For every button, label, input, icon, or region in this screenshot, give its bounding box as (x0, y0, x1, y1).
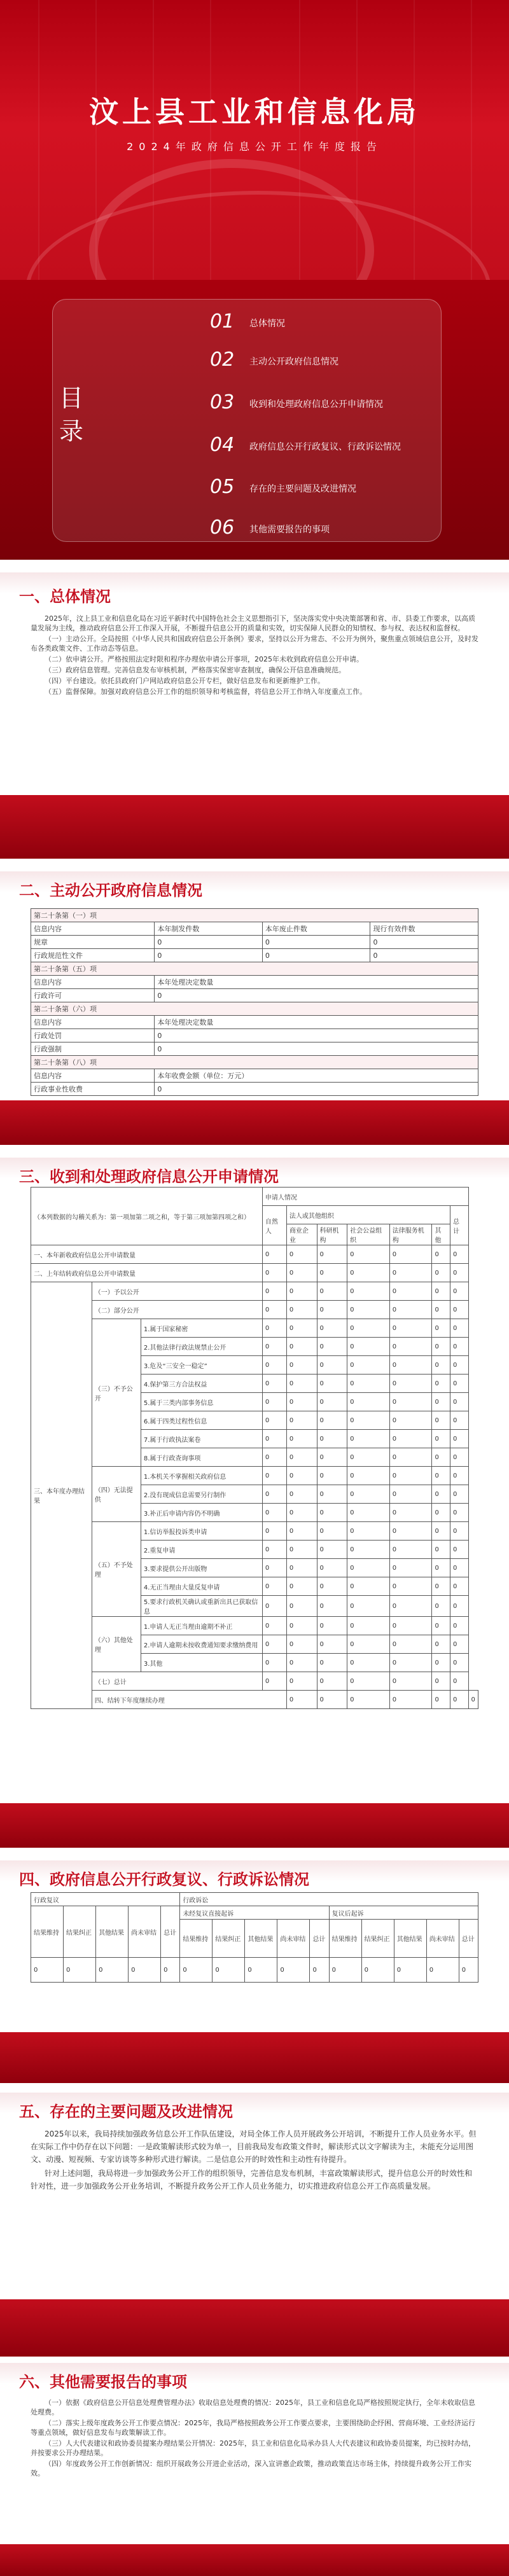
row-label: 3.危及“三安全一稳定” (141, 1356, 262, 1375)
cell-value: 0 (347, 1301, 390, 1319)
cell-value: 0 (262, 1504, 286, 1522)
cell-value: 0 (389, 1393, 432, 1411)
table-row (31, 1245, 478, 1264)
cell-value: 0 (317, 1245, 347, 1264)
cell-value: 0 (262, 1393, 286, 1411)
cell-value: 0 (389, 1301, 432, 1319)
cell-value: 0 (432, 1245, 450, 1264)
cell-value: 0 (329, 1958, 361, 1983)
cell-value: 0 (432, 1411, 450, 1430)
cell-value: 0 (286, 1654, 317, 1672)
cell-value: 0 (347, 1522, 390, 1541)
cell-value: 0 (317, 1672, 347, 1691)
cell-value: 0 (317, 1282, 347, 1301)
table-row (31, 1282, 478, 1301)
cell-value: 0 (389, 1504, 432, 1522)
cell-value: 0 (347, 1356, 390, 1375)
section-5-body: 2025年以来，我局持续加强政务信息公开工作队伍建设，对局全体工作人员开展政务公开培训，不断提升工作人员业务水平。但在实际工作中仍存在以下问题：一是政策解读形式较为单一，目前我局发布政策文件时，解读形式以文字解读为主，未能充分运用图文、动漫、短视频、专家访谈等多种形式进行解读。二是信息公开的时效性和主动性有待提升。 针对上述问题，我局将进一步加强政务公开工作的组织领导，完善信息发布机制，丰富政策解读形式，提升信息公开的时效性和针对性，进一步加强政务公开业务培训，不断提升政务公开工作人员业务能力，切实推进政府信息公开工作高质量发展。 (31, 2129, 477, 2191)
cell-value: 0 (459, 1958, 478, 1983)
cell-value: 0 (432, 1672, 450, 1691)
cell-value: 0 (389, 1559, 432, 1577)
toc-item[interactable]: 06 其他需要报告的事项 (210, 516, 330, 539)
cell-value: 0 (317, 1541, 347, 1559)
cell-value: 0 (347, 1448, 390, 1467)
cell-value: 0 (389, 1577, 432, 1596)
cell-value: 0 (180, 1958, 213, 1983)
row-group: 三、本年度办理结果 (31, 1282, 92, 1709)
public-info-table: 第二十条第（一）项 信息内容 本年制发件数 本年废止件数 现行有效件数 规章 0 0 0 行政规范性文件 0 0 0 第二十条第（五）项 信息内容 本年处理决定数量 行政许可 0 第二十条第（六）项 信息内容 本年处理决定数量 行政处罚 0 行政强制 0 第二十条第（八）项 信息内容 本年收费金额（单位：万元） 行政事业性收费 0 (31, 908, 478, 1096)
row-label: 6.属于四类过程性信息 (141, 1411, 262, 1430)
cell-value: 0 (389, 1245, 432, 1264)
report-title: 汶上县工业和信息化局 (89, 95, 420, 129)
table-row (31, 1958, 478, 1983)
cell-value: 0 (432, 1504, 450, 1522)
cell-value: 0 (432, 1635, 450, 1654)
cell-value: 0 (450, 1577, 469, 1596)
cell-value: 0 (450, 1467, 469, 1485)
cell-value: 0 (347, 1596, 390, 1617)
cell-value: 0 (432, 1577, 450, 1596)
cell-value: 0 (317, 1467, 347, 1485)
cell-value: 0 (286, 1504, 317, 1522)
row-label: 1.申请人无正当理由逾期不补正 (141, 1617, 262, 1635)
cell-value: 0 (389, 1654, 432, 1672)
cell-value: 0 (347, 1504, 390, 1522)
cell-value: 0 (317, 1522, 347, 1541)
cell-value: 0 (468, 1691, 478, 1709)
cell-value: 0 (389, 1467, 432, 1485)
cell-value: 0 (432, 1541, 450, 1559)
row-label: 7.属于行政执法案卷 (141, 1430, 262, 1448)
cell-value: 0 (389, 1430, 432, 1448)
toc-item[interactable]: 03 收到和处理政府信息公开申请情况 (210, 391, 383, 413)
cell-value: 0 (347, 1691, 390, 1709)
cell-value: 0 (450, 1282, 469, 1301)
cell-value: 0 (286, 1301, 317, 1319)
cell-value: 0 (389, 1617, 432, 1635)
toc-item[interactable]: 04 政府信息公开行政复议、行政诉讼情况 (210, 434, 401, 456)
table-row (31, 1301, 478, 1319)
cell-value: 0 (347, 1541, 390, 1559)
cell-value: 0 (286, 1264, 317, 1282)
row-label: 8.属于行政查询事项 (141, 1448, 262, 1467)
cell-value: 0 (432, 1596, 450, 1617)
cell-value: 0 (286, 1319, 317, 1338)
cell-value: 0 (361, 1958, 394, 1983)
cell-value: 0 (432, 1559, 450, 1577)
cell-value: 0 (450, 1541, 469, 1559)
cell-value: 0 (317, 1375, 347, 1393)
cell-value: 0 (286, 1411, 317, 1430)
cell-value: 0 (317, 1654, 347, 1672)
cell-value: 0 (317, 1596, 347, 1617)
cell-value: 0 (432, 1393, 450, 1411)
cell-value: 0 (286, 1282, 317, 1301)
row-label: 二、上年结转政府信息公开申请数量 (31, 1264, 263, 1282)
cell-value: 0 (317, 1338, 347, 1356)
cell-value: 0 (317, 1691, 347, 1709)
section-5-title: 五、存在的主要问题及改进情况 (19, 2103, 233, 2121)
cell-value: 0 (432, 1522, 450, 1541)
cell-value: 0 (450, 1654, 469, 1672)
row-label: 1.本机关不掌握相关政府信息 (141, 1467, 262, 1485)
cell-value: 0 (286, 1448, 317, 1467)
application-table: （本列数据的勾稽关系为：第一项加第二项之和，等于第三项加第四项之和） 申请人情况 自然人 法人或其他组织 总计 商业企业 科研机构 社会公益组织 法律服务机构 其他 一、本年新收政府信息公开申请数量 0 0 0 0 0 0 0 二、上年结转政府信息公开申请数量 0 0 0 0 0 0 0 三、本年度办理结果 （一）予以公开 0 0 0 0 0 0 0 （二）部分公开 0 0 0 0 0 0 0 （三）不予公开 1.属于国家秘密 0 0 0 0 0 0 0 2.其他法律行政法规禁止公开 0 0 0 0 0 0 0 3.危及“三安全一稳定” 0 0 0 0 0 0 0 4.保护第三方合法权益 0 0 0 0 0 0 0 5.属于三类内部事务信息 0 0 0 0 0 0 0 6.属于四类过程性信息 0 0 0 0 0 0 0 7.属于行政执法案卷 0 0 0 0 0 0 0 8.属于行政查询事项 0 0 0 0 0 0 0 （四）无法提供 1.本机关不掌握相关政府信息 0 0 0 0 0 0 0 2.没有现成信息需要另行制作 0 0 0 0 0 0 0 3.补正后申请内容仍不明确 0 0 0 0 0 0 0 （五）不予处理 1.信访举报投诉类申请 0 0 0 0 0 0 0 2.重复申请 0 0 0 0 0 0 0 3.要求提供公开出版物 0 0 0 0 0 0 0 4.无正当理由大量反复申请 0 0 0 0 0 0 0 5.要求行政机关确认或重新出具已获取信息 0 0 0 0 0 0 0 （六）其他处理 1.申请人无正当理由逾期不补正 0 0 0 0 0 0 0 2.申请人逾期未按收费通知要求缴纳费用 0 0 0 0 0 0 0 3.其他 0 0 0 0 0 0 0 （七）总计 0 0 0 0 0 0 0 四、结转下年度继续办理 0 0 0 0 0 0 0 (31, 1187, 478, 1709)
section-divider (0, 2299, 509, 2357)
row-label: 2.其他法律行政法规禁止公开 (141, 1338, 262, 1356)
cell-value: 0 (347, 1245, 390, 1264)
cell-value: 0 (317, 1485, 347, 1504)
cell-value: 0 (347, 1654, 390, 1672)
cell-value: 0 (432, 1430, 450, 1448)
section-divider (0, 1100, 509, 1145)
cell-value: 0 (347, 1467, 390, 1485)
cell-value: 0 (389, 1541, 432, 1559)
cell-value: 0 (31, 1958, 64, 1983)
cell-value: 0 (262, 1356, 286, 1375)
section-6-body: （一）依据《政府信息公开信息处理费管理办法》收取信息处理费的情况：2025年，县工业和信息化局严格按照规定执行，全年未收取信息处理费。 （二）落实上级年度政务公开工作要点情况：2025年，我局严格按照政务公开工作要点要求，主要围绕助企纾困、营商环境、工业经济运行等重点领域，做好信息发布与政策解读工作。 （三）人大代表建议和政协委员提案办理结果公开情况：2025年，县工业和信息化局承办县人大代表建议和政协委员提案，均已按时办结，并按要求公开办理结果。 （四）年度政务公开工作创新情况：组织开展政务公开进企业活动，深入宣讲惠企政策，推动政策直达市场主体，持续提升政务公开工作实效。 (31, 2399, 475, 2477)
cell-value: 0 (317, 1448, 347, 1467)
row-label: 4.无正当理由大量反复申请 (141, 1577, 262, 1596)
cell-value: 0 (450, 1301, 469, 1319)
cell-value: 0 (426, 1958, 459, 1983)
table-row (31, 1672, 478, 1691)
cell-value: 0 (389, 1338, 432, 1356)
toc-item[interactable]: 02 主动公开政府信息情况 (210, 349, 338, 371)
section-1-title: 一、总体情况 (19, 588, 111, 606)
row-label: 5.属于三类内部事务信息 (141, 1393, 262, 1411)
cell-value: 0 (129, 1958, 161, 1983)
cell-value: 0 (317, 1301, 347, 1319)
cell-value: 0 (347, 1559, 390, 1577)
table-row (31, 1264, 478, 1282)
cell-value: 0 (262, 1430, 286, 1448)
cell-value: 0 (389, 1375, 432, 1393)
cell-value: 0 (262, 1411, 286, 1430)
row-label: 3.补正后申请内容仍不明确 (141, 1504, 262, 1522)
cell-value: 0 (347, 1430, 390, 1448)
table-row (31, 1522, 478, 1541)
cell-value: 0 (317, 1393, 347, 1411)
row-label: 1.信访举报投诉类申请 (141, 1522, 262, 1541)
row-label: 一、本年新收政府信息公开申请数量 (31, 1245, 263, 1264)
cell-value: 0 (432, 1282, 450, 1301)
cell-value: 0 (262, 1635, 286, 1654)
cell-value: 0 (394, 1958, 426, 1983)
row-label: 3.其他 (141, 1654, 262, 1672)
cell-value: 0 (286, 1430, 317, 1448)
cell-value: 0 (310, 1958, 329, 1983)
cell-value: 0 (450, 1596, 469, 1617)
cell-value: 0 (432, 1654, 450, 1672)
cell-value: 0 (286, 1338, 317, 1356)
cell-value: 0 (286, 1375, 317, 1393)
cell-value: 0 (389, 1264, 432, 1282)
cell-value: 0 (450, 1430, 469, 1448)
cell-value: 0 (262, 1282, 286, 1301)
cell-value: 0 (286, 1356, 317, 1375)
cell-value: 0 (347, 1672, 390, 1691)
cell-value: 0 (432, 1319, 450, 1338)
cell-value: 0 (450, 1393, 469, 1411)
cell-value: 0 (262, 1338, 286, 1356)
hero-banner (0, 0, 509, 280)
section-3-title: 三、收到和处理政府信息公开申请情况 (19, 1168, 279, 1186)
cell-value: 0 (432, 1356, 450, 1375)
table-row (31, 1319, 478, 1338)
row-group: （三）不予公开 (92, 1319, 141, 1467)
cell-value: 0 (450, 1504, 469, 1522)
cell-value: 0 (262, 1559, 286, 1577)
cell-value: 0 (347, 1617, 390, 1635)
cell-value: 0 (245, 1958, 277, 1983)
cell-value: 0 (347, 1635, 390, 1654)
row-label: 2.没有现成信息需要另行制作 (141, 1485, 262, 1504)
row-label: （二）部分公开 (92, 1301, 262, 1319)
row-group: （五）不予处理 (92, 1522, 141, 1617)
row-group: （六）其他处理 (92, 1617, 141, 1672)
cell-value: 0 (286, 1672, 317, 1691)
cell-value: 0 (450, 1245, 469, 1264)
cell-value: 0 (262, 1319, 286, 1338)
review-litigation-table: 行政复议 行政诉讼 结果维持 结果纠正 其他结果 尚未审结 总计 未经复议直接起诉 复议后起诉 结果维持 结果纠正 其他结果 尚未审结 总计 结果维持 结果纠正 其他结果 尚未审结 总计 0 0 0 0 0 0 0 0 0 0 0 0 0 0 0 (31, 1892, 478, 1983)
table-row (31, 1691, 478, 1709)
row-label: （一）予以公开 (92, 1282, 262, 1301)
row-label: （七）总计 (92, 1672, 262, 1691)
table-row (31, 1467, 478, 1485)
section-divider (0, 2032, 509, 2083)
cell-value: 0 (317, 1577, 347, 1596)
cell-value: 0 (450, 1691, 469, 1709)
footer-band (0, 2544, 509, 2576)
row-label: 2.重复申请 (141, 1541, 262, 1559)
cell-value: 0 (450, 1635, 469, 1654)
section-1-body: 2025年，汶上县工业和信息化局在习近平新时代中国特色社会主义思想指引下，坚决落实党中央决策部署和省、市、县委工作要求，以高质量发展为主线，推动政府信息公开工作深入开展，不断提升信息公开的质量和实效，切实保障人民群众的知情权、参与权、表达权和监督权。 （一）主动公开。全局按照《中华人民共和国政府信息公开条例》要求，坚持以公开为常态、不公开为例外，聚焦重点领域信息公开，及时发布各类政策文件、工作动态等信息。 （二）依申请公开。严格按照法定时限和程序办理依申请公开事项，2025年未收到政府信息公开申请。 （三）政府信息管理。完善信息发布审核机制，严格落实保密审查制度，确保公开信息准确规范。 （四）平台建设。依托县政府门户网站政府信息公开专栏，做好信息发布和更新维护工作。 （五）监督保障。加强对政府信息公开工作的组织领导和考核监督，将信息公开工作纳入年度重点工作。 (31, 614, 478, 696)
cell-value: 0 (347, 1393, 390, 1411)
cell-value: 0 (450, 1375, 469, 1393)
cell-value: 0 (389, 1448, 432, 1467)
cell-value: 0 (389, 1672, 432, 1691)
cell-value: 0 (450, 1338, 469, 1356)
cell-value: 0 (277, 1958, 310, 1983)
cell-value: 0 (450, 1672, 469, 1691)
row-group: （四）无法提供 (92, 1467, 141, 1522)
cell-value: 0 (450, 1617, 469, 1635)
cell-value: 0 (432, 1264, 450, 1282)
cell-value: 0 (286, 1617, 317, 1635)
cell-value: 0 (450, 1485, 469, 1504)
cell-value: 0 (262, 1541, 286, 1559)
cell-value: 0 (262, 1596, 286, 1617)
toc-item[interactable]: 05 存在的主要问题及改进情况 (210, 476, 356, 498)
cell-value: 0 (432, 1375, 450, 1393)
cell-value: 0 (450, 1411, 469, 1430)
cell-value: 0 (262, 1467, 286, 1485)
cell-value: 0 (262, 1617, 286, 1635)
cell-value: 0 (317, 1617, 347, 1635)
cell-value: 0 (432, 1691, 450, 1709)
cell-value: 0 (286, 1541, 317, 1559)
cell-value: 0 (317, 1356, 347, 1375)
section-divider (0, 1803, 509, 1848)
cell-value: 0 (389, 1356, 432, 1375)
cell-value: 0 (286, 1393, 317, 1411)
row-label: 1.属于国家秘密 (141, 1319, 262, 1338)
cell-value: 0 (347, 1577, 390, 1596)
cell-value: 0 (262, 1301, 286, 1319)
toc-label: 目录 (59, 384, 84, 445)
cell-value: 0 (347, 1485, 390, 1504)
report-subtitle: 2024年政府信息公开工作年度报告 (127, 141, 382, 153)
cell-value: 0 (262, 1522, 286, 1541)
cell-value: 0 (432, 1617, 450, 1635)
section-4-title: 四、政府信息公开行政复议、行政诉讼情况 (19, 1871, 309, 1888)
cell-value: 0 (317, 1430, 347, 1448)
cell-value: 0 (317, 1559, 347, 1577)
cell-value: 0 (432, 1485, 450, 1504)
cell-value: 0 (389, 1411, 432, 1430)
cell-value: 0 (450, 1356, 469, 1375)
cell-value: 0 (347, 1264, 390, 1282)
cell-value: 0 (286, 1467, 317, 1485)
cell-value: 0 (161, 1958, 180, 1983)
row-label: 5.要求行政机关确认或重新出具已获取信息 (141, 1596, 262, 1617)
cell-value: 0 (389, 1691, 432, 1709)
cell-value: 0 (389, 1522, 432, 1541)
cell-value: 0 (262, 1672, 286, 1691)
cell-value: 0 (262, 1448, 286, 1467)
cell-value: 0 (286, 1245, 317, 1264)
cell-value: 0 (450, 1448, 469, 1467)
cell-value: 0 (317, 1504, 347, 1522)
row-label: 2.申请人逾期未按收费通知要求缴纳费用 (141, 1635, 262, 1654)
cell-value: 0 (286, 1577, 317, 1596)
cell-value: 0 (286, 1596, 317, 1617)
cell-value: 0 (286, 1559, 317, 1577)
cell-value: 0 (432, 1301, 450, 1319)
cell-value: 0 (286, 1485, 317, 1504)
cell-value: 0 (262, 1375, 286, 1393)
cell-value: 0 (262, 1654, 286, 1672)
cell-value: 0 (450, 1319, 469, 1338)
cell-value: 0 (317, 1411, 347, 1430)
section-divider (0, 795, 509, 859)
cell-value: 0 (262, 1485, 286, 1504)
cell-value: 0 (347, 1338, 390, 1356)
cell-value: 0 (317, 1319, 347, 1338)
cell-value: 0 (286, 1522, 317, 1541)
cell-value: 0 (213, 1958, 245, 1983)
cell-value: 0 (347, 1282, 390, 1301)
cell-value: 0 (96, 1958, 129, 1983)
cell-value: 0 (389, 1596, 432, 1617)
cell-value: 0 (286, 1691, 317, 1709)
cell-value: 0 (347, 1411, 390, 1430)
cell-value: 0 (64, 1958, 96, 1983)
table-row (31, 1617, 478, 1635)
cell-value: 0 (389, 1319, 432, 1338)
cell-value: 0 (450, 1264, 469, 1282)
cell-value: 0 (389, 1282, 432, 1301)
cell-value: 0 (432, 1467, 450, 1485)
cell-value: 0 (389, 1485, 432, 1504)
cell-value: 0 (317, 1264, 347, 1282)
cell-value: 0 (286, 1635, 317, 1654)
cell-value: 0 (347, 1319, 390, 1338)
cell-value: 0 (432, 1448, 450, 1467)
cell-value: 0 (450, 1559, 469, 1577)
cell-value: 0 (450, 1522, 469, 1541)
cell-value: 0 (262, 1577, 286, 1596)
toc-item[interactable]: 01 总体情况 (210, 310, 285, 333)
row-label: 四、结转下年度继续办理 (92, 1691, 286, 1709)
cell-value: 0 (317, 1635, 347, 1654)
row-label: 3.要求提供公开出版物 (141, 1559, 262, 1577)
section-2-title: 二、主动公开政府信息情况 (19, 882, 202, 899)
row-label: 4.保护第三方合法权益 (141, 1375, 262, 1393)
cell-value: 0 (262, 1264, 286, 1282)
cell-value: 0 (432, 1338, 450, 1356)
cell-value: 0 (347, 1375, 390, 1393)
cell-value: 0 (262, 1245, 286, 1264)
cell-value: 0 (389, 1635, 432, 1654)
section-6-title: 六、其他需要报告的事项 (19, 2373, 187, 2391)
